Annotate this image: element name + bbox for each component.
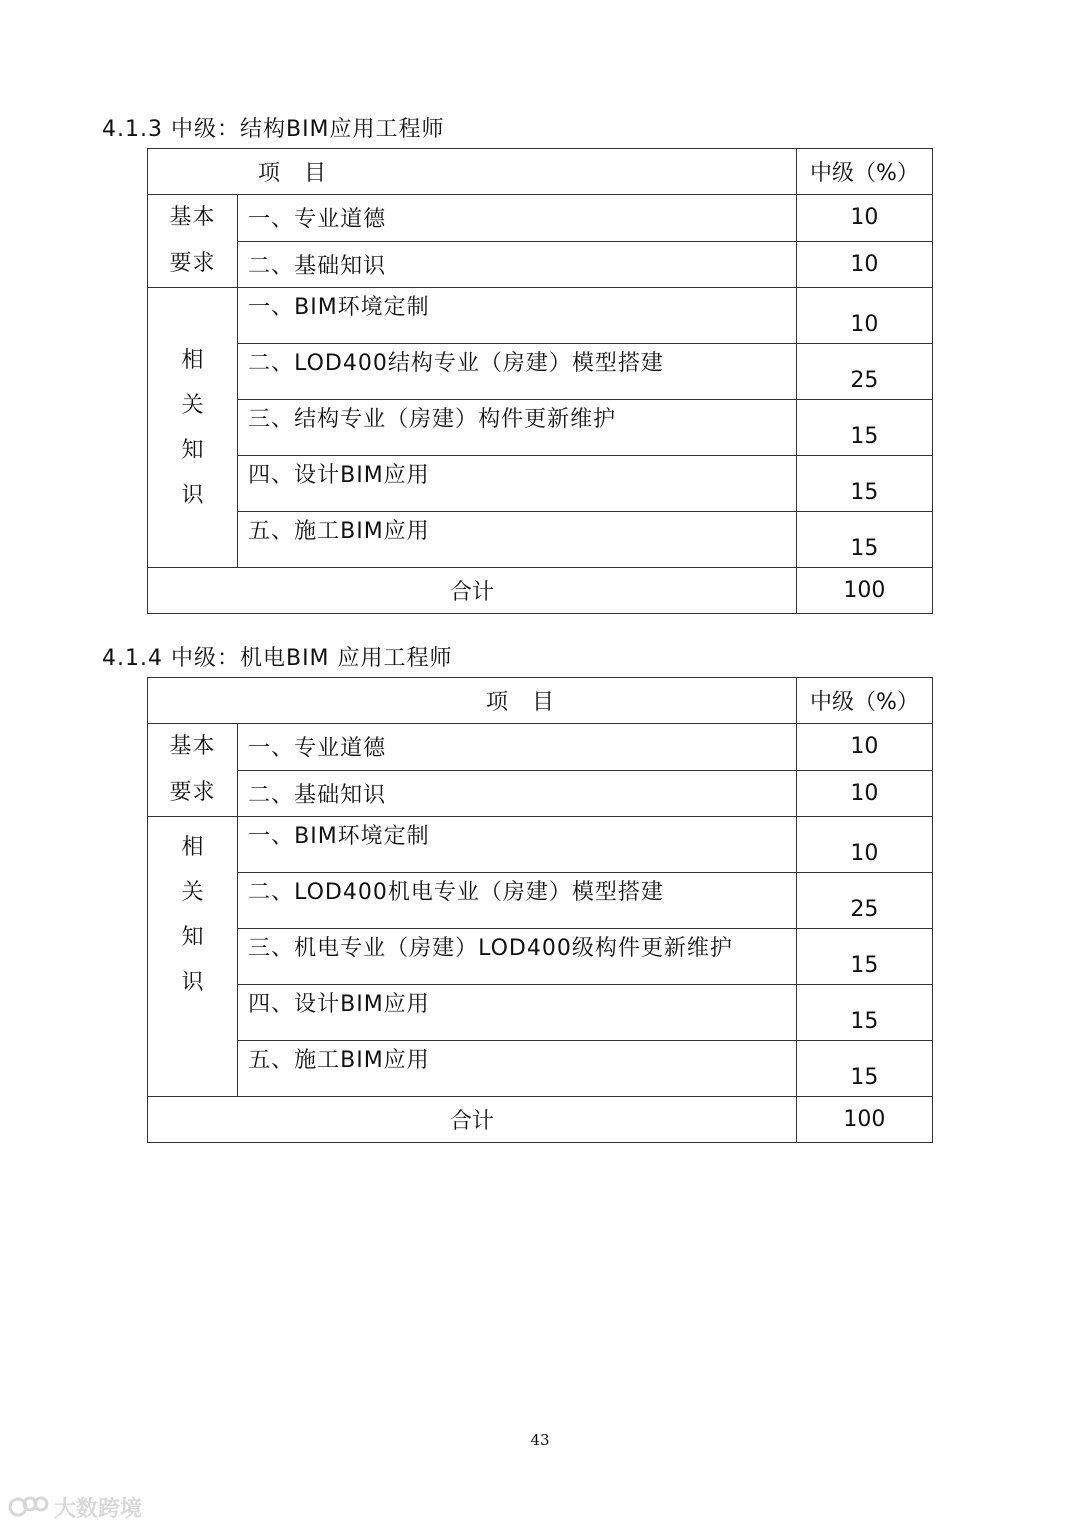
row-value: 10	[796, 817, 932, 873]
related-knowledge-group	[148, 288, 238, 568]
table-row	[148, 873, 933, 929]
table-row	[148, 400, 933, 456]
total-row	[148, 1097, 933, 1143]
percentage-column-header: 中级（%）	[796, 149, 932, 195]
table-row	[148, 1041, 933, 1097]
group-label: 相关知识	[181, 347, 204, 508]
row-value: 15	[796, 1041, 932, 1097]
watermark-text: 大数跨境	[54, 1496, 143, 1522]
table-row	[148, 195, 933, 242]
row-value: 15	[796, 456, 932, 512]
row-value: 15	[796, 985, 932, 1041]
row-value: 10	[796, 724, 932, 771]
group-label: 相关知识	[181, 835, 204, 995]
row-value: 25	[796, 873, 932, 929]
row-label: 一、专业道德	[238, 724, 797, 771]
table-row	[148, 817, 933, 873]
table-row	[148, 985, 933, 1041]
table-row	[148, 512, 933, 568]
row-label: 五、施工BIM应用	[238, 512, 797, 568]
row-value: 10	[796, 770, 932, 817]
row-value: 10	[796, 241, 932, 288]
table-header-row	[148, 149, 933, 195]
score-table	[147, 148, 933, 614]
group-label: 基本要求	[169, 734, 216, 805]
row-value: 15	[796, 929, 932, 985]
table-row	[148, 770, 933, 817]
basic-requirements-group	[148, 195, 238, 288]
section-heading: 4.1.4 中级：机电BIM 应用工程师	[102, 646, 453, 671]
row-value: 10	[796, 195, 932, 242]
total-row	[148, 568, 933, 614]
row-label: 一、专业道德	[238, 195, 797, 242]
row-value: 15	[796, 400, 932, 456]
row-label: 一、BIM环境定制	[238, 817, 797, 873]
total-label: 合计	[148, 568, 797, 614]
row-value: 10	[796, 288, 932, 344]
basic-requirements-group	[148, 724, 238, 817]
score-table	[147, 677, 933, 1143]
row-label: 五、施工BIM应用	[238, 1041, 797, 1097]
row-label: 三、机电专业（房建）LOD400级构件更新维护	[238, 929, 797, 985]
table-row	[148, 724, 933, 771]
item-column-header: 项 目	[148, 149, 797, 195]
row-label: 四、设计BIM应用	[238, 985, 797, 1041]
row-value: 25	[796, 344, 932, 400]
item-column-header: 项 目	[148, 678, 797, 724]
row-label: 二、LOD400结构专业（房建）模型搭建	[238, 344, 797, 400]
related-knowledge-group	[148, 817, 238, 1097]
row-label: 一、BIM环境定制	[238, 288, 797, 344]
table-row	[148, 288, 933, 344]
section-heading: 4.1.3 中级：结构BIM应用工程师	[102, 117, 445, 142]
watermark-logo-icon	[8, 1492, 50, 1522]
group-label: 基本要求	[169, 205, 216, 276]
row-label: 二、LOD400机电专业（房建）模型搭建	[238, 873, 797, 929]
row-label: 四、设计BIM应用	[238, 456, 797, 512]
table-row	[148, 344, 933, 400]
total-label: 合计	[148, 1097, 797, 1143]
table-row	[148, 456, 933, 512]
row-value: 15	[796, 512, 932, 568]
table-row	[148, 929, 933, 985]
table-header-row	[148, 678, 933, 724]
total-value: 100	[796, 1097, 932, 1143]
watermark	[8, 1490, 142, 1524]
percentage-column-header: 中级（%）	[796, 678, 932, 724]
page-number: 43	[530, 1431, 550, 1449]
total-value: 100	[796, 568, 932, 614]
row-label: 二、基础知识	[238, 241, 797, 288]
row-label: 二、基础知识	[238, 770, 797, 817]
table-row	[148, 241, 933, 288]
row-label: 三、结构专业（房建）构件更新维护	[238, 400, 797, 456]
